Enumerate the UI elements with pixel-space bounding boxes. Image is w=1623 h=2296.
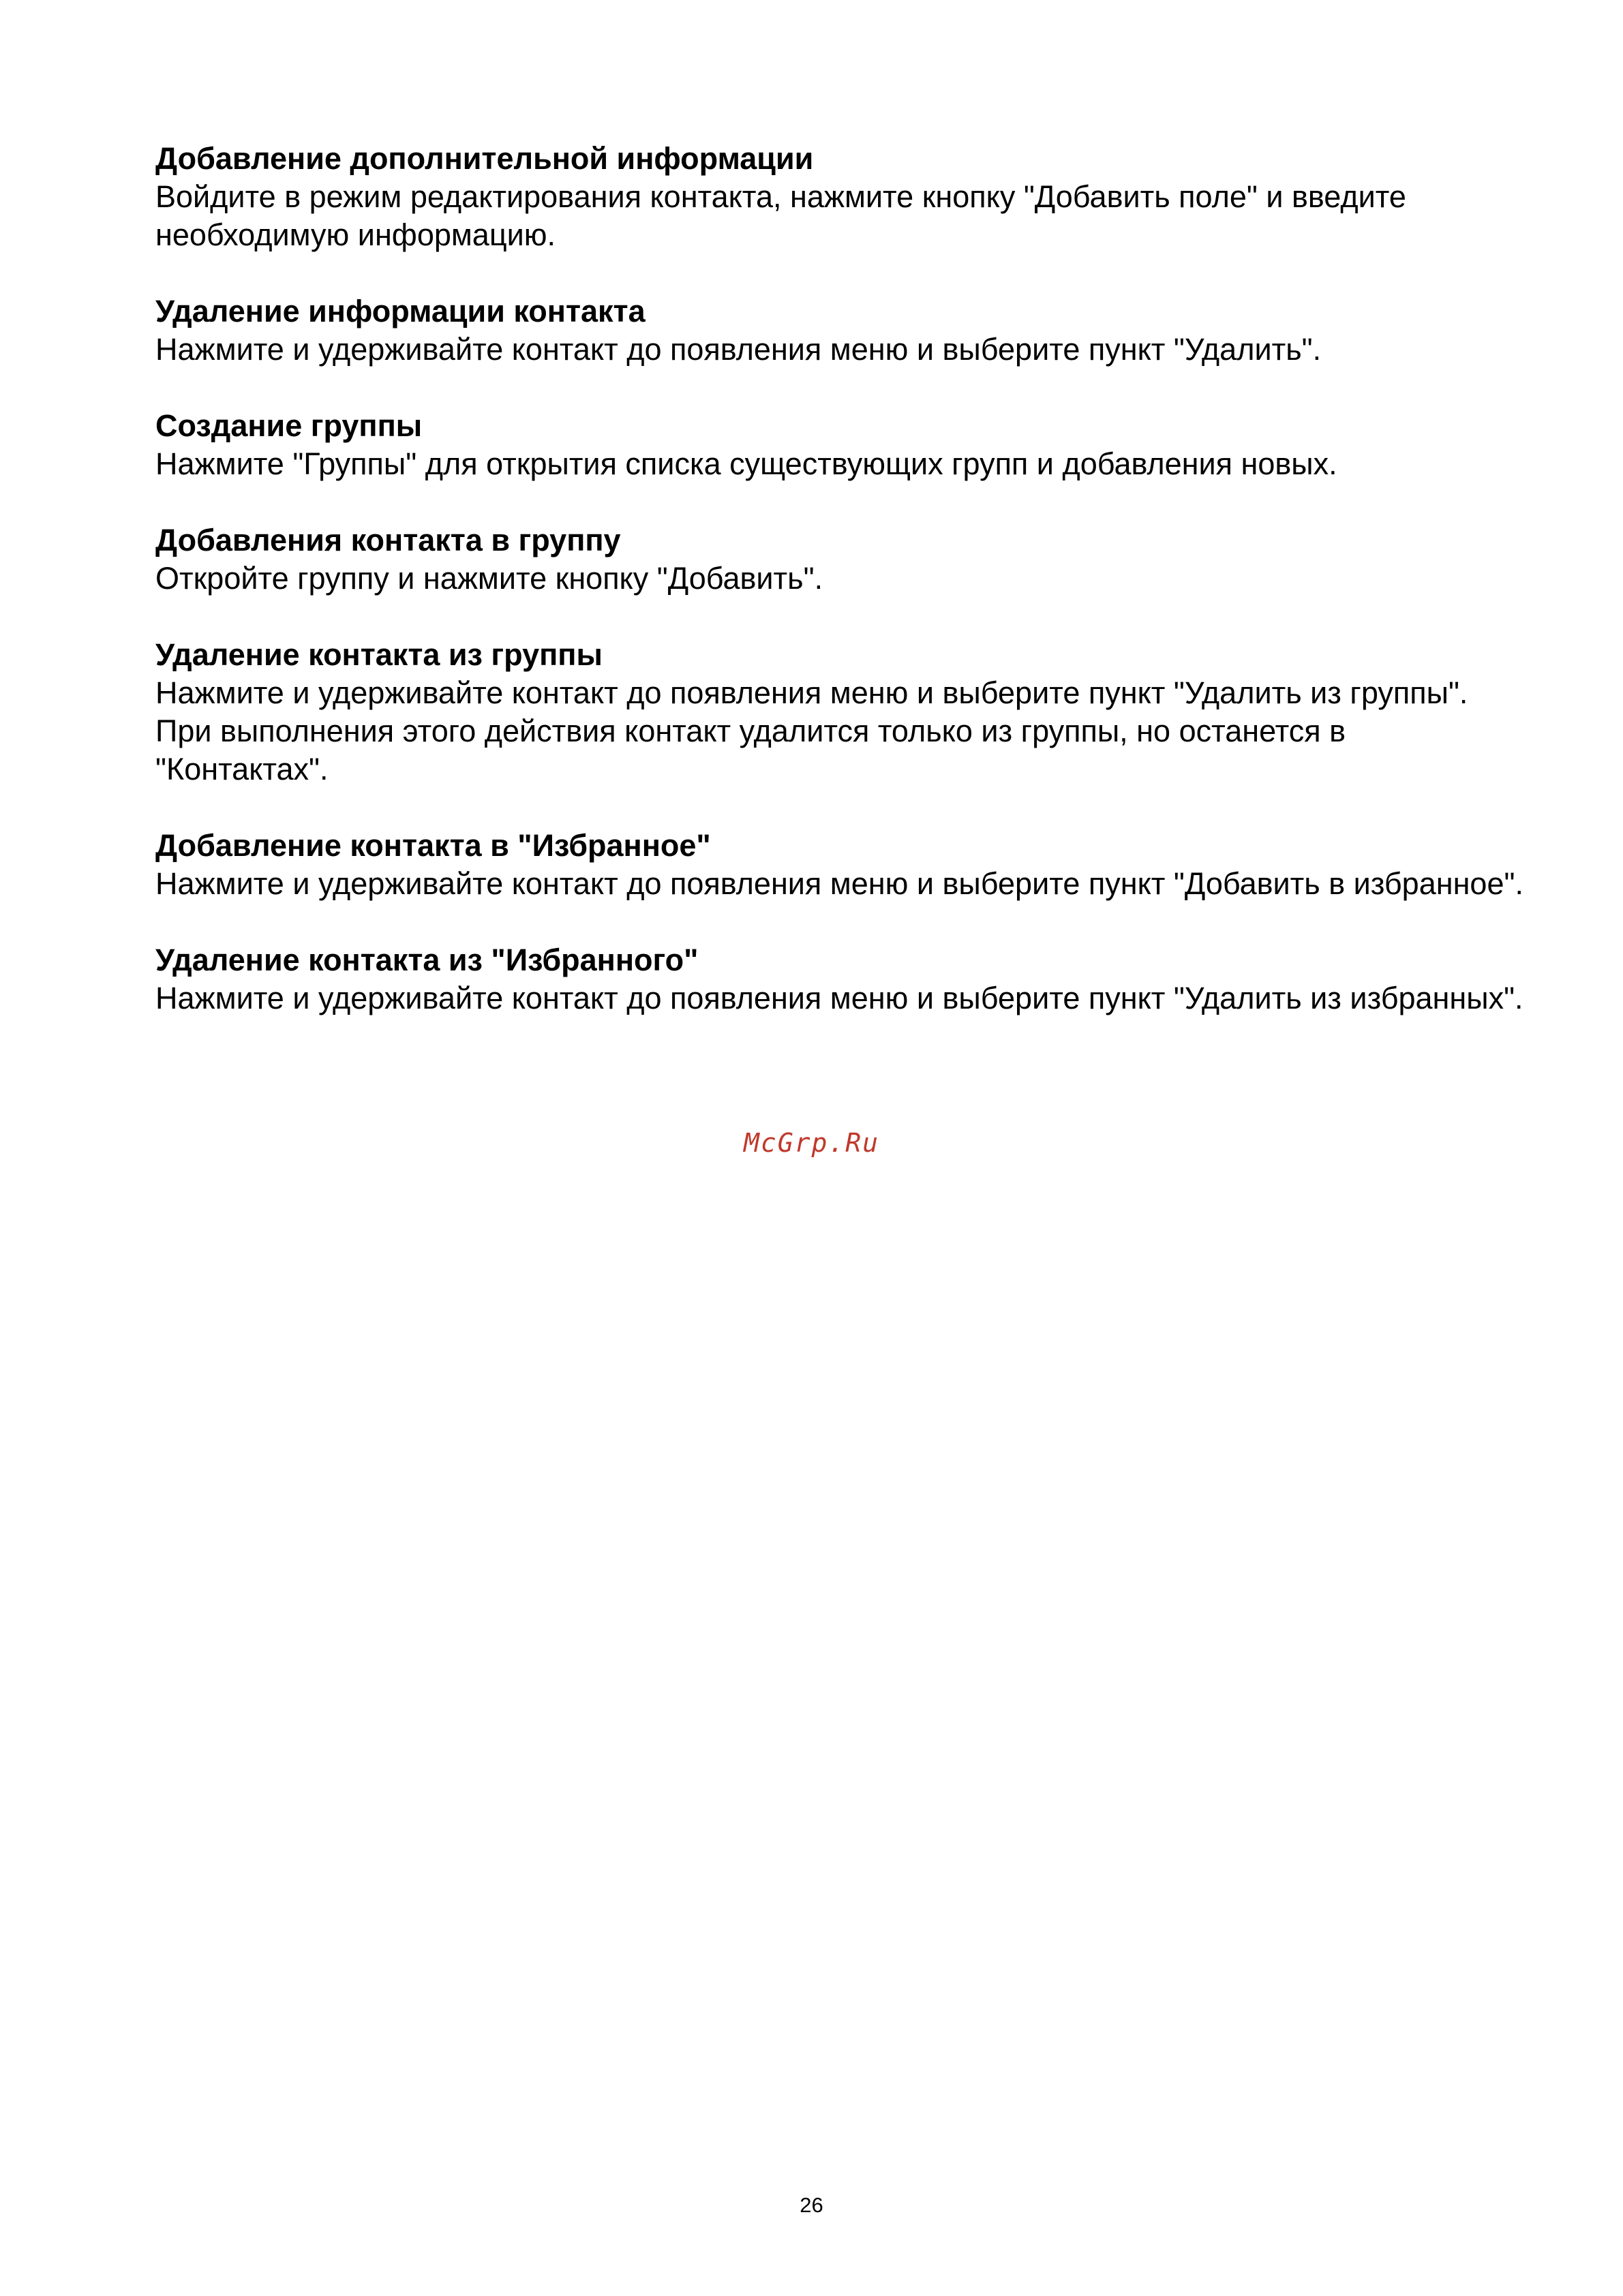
section-title: Создание группы bbox=[155, 408, 423, 443]
section-title: Добавление контакта в "Избранное" bbox=[155, 828, 711, 863]
section-title: Удаление контакта из "Избранного" bbox=[155, 943, 699, 977]
section-add-to-favorites bbox=[155, 827, 1526, 903]
section-body: Нажмите "Группы" для открытия списка существующих групп и добавления новых. bbox=[155, 446, 1337, 481]
page-number: 26 bbox=[800, 2193, 823, 2217]
section-body: Войдите в режим редактирования контакта, нажмите кнопку "Добавить поле" и введите необходимую информацию. bbox=[155, 179, 1406, 252]
section-title: Удаление контакта из группы bbox=[155, 637, 603, 672]
section-remove-from-favorites bbox=[155, 941, 1526, 1017]
section-body: Нажмите и удерживайте контакт до появления меню и выберите пункт "Удалить". bbox=[155, 332, 1322, 367]
watermark: McGrp.Ru bbox=[743, 1128, 880, 1158]
document-content bbox=[155, 140, 1526, 1056]
section-add-to-group bbox=[155, 521, 1526, 598]
section-title: Удаление информации контакта bbox=[155, 294, 646, 328]
section-delete-contact-info bbox=[155, 292, 1526, 369]
section-body: Нажмите и удерживайте контакт до появления меню и выберите пункт "Удалить из избранных". bbox=[155, 981, 1523, 1015]
section-body: Откройте группу и нажмите кнопку "Добавить". bbox=[155, 561, 823, 596]
section-create-group bbox=[155, 407, 1526, 483]
section-body: Нажмите и удерживайте контакт до появления меню и выберите пункт "Удалить из группы". При выполнения этого действия контакт удалится только из группы, но останется в "Контактах". bbox=[155, 675, 1468, 786]
section-body: Нажмите и удерживайте контакт до появления меню и выберите пункт "Добавить в избранное". bbox=[155, 866, 1523, 901]
section-title: Добавление дополнительной информации bbox=[155, 141, 814, 176]
section-remove-from-group bbox=[155, 636, 1526, 789]
section-title: Добавления контакта в группу bbox=[155, 523, 621, 557]
section-add-info bbox=[155, 140, 1526, 254]
